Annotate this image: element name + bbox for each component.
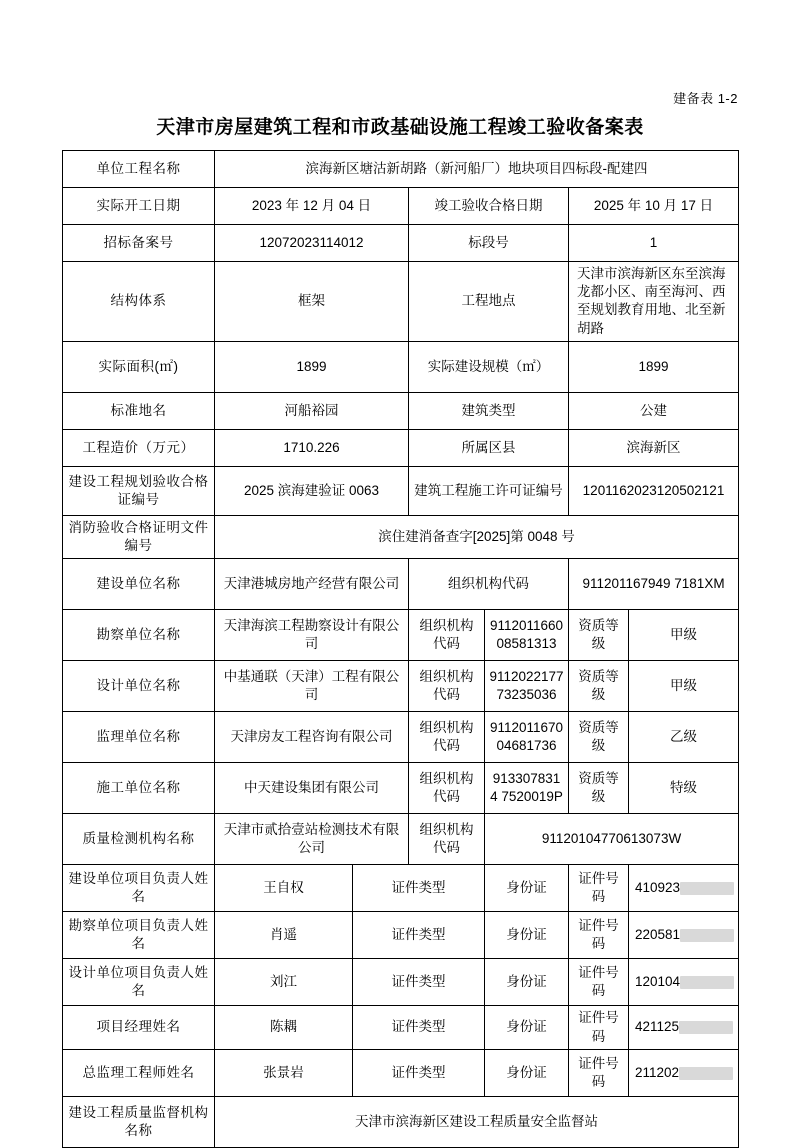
supervisor-org-label: 建设工程质量监督机构名称 xyxy=(63,1096,215,1147)
site-value: 天津市滨海新区东至滨海龙都小区、南至海河、西至规划教育用地、北至新胡路 xyxy=(569,262,739,342)
person-cert-type-value: 身份证 xyxy=(485,912,569,959)
bid-section-value: 1 xyxy=(569,225,739,262)
contractor-code-label: 组织机构代码 xyxy=(409,763,485,814)
completion-date-value: 2025 年 10 月 17 日 xyxy=(569,188,739,225)
bid-record-value: 12072023114012 xyxy=(215,225,409,262)
project-name-value: 滨海新区塘沽新胡路（新河船厂）地块项目四标段-配建四 xyxy=(215,151,739,188)
bid-record-label: 招标备案号 xyxy=(63,225,215,262)
page-title: 天津市房屋建筑工程和市政基础设施工程竣工验收备案表 xyxy=(156,117,644,138)
district-label: 所属区县 xyxy=(409,429,569,466)
table-row xyxy=(63,610,739,661)
table-row xyxy=(63,515,739,558)
person-cert-no-prefix: 211202 xyxy=(635,1064,680,1080)
person-cert-no-label: 证件号码 xyxy=(569,959,629,1006)
person-cert-no-value xyxy=(629,1006,739,1049)
supervision-code-label: 组织机构代码 xyxy=(409,712,485,763)
person-cert-no-prefix: 120104 xyxy=(635,974,681,990)
survey-unit-label: 勘察单位名称 xyxy=(63,610,215,661)
testing-unit-label: 质量检测机构名称 xyxy=(63,814,215,865)
supervision-grade-value: 乙级 xyxy=(629,712,739,763)
actual-area-value: 1899 xyxy=(215,341,409,392)
table-row xyxy=(63,865,739,912)
person-cert-no-prefix: 421125 xyxy=(635,1019,680,1035)
person-role-label: 设计单位项目负责人姓名 xyxy=(63,959,215,1006)
person-cert-type-label: 证件类型 xyxy=(353,865,485,912)
person-role-label: 项目经理姓名 xyxy=(63,1006,215,1049)
supervision-unit-label: 监理单位名称 xyxy=(63,712,215,763)
testing-code-label: 组织机构代码 xyxy=(409,814,485,865)
table-row xyxy=(63,1049,739,1096)
person-cert-no-label: 证件号码 xyxy=(569,1006,629,1049)
supervisor-org-value: 天津市滨海新区建设工程质量安全监督站 xyxy=(215,1096,739,1147)
owner-code-value: 911201167949 7181XM xyxy=(569,559,739,610)
start-date-label: 实际开工日期 xyxy=(63,188,215,225)
survey-unit-value: 天津海滨工程勘察设计有限公司 xyxy=(215,610,409,661)
redaction-bar xyxy=(679,1021,733,1034)
planning-cert-label: 建设工程规划验收合格证编号 xyxy=(63,466,215,515)
structure-value: 框架 xyxy=(215,262,409,342)
construction-permit-value: 1201162023120502121 xyxy=(569,466,739,515)
table-row xyxy=(63,341,739,392)
person-role-label: 总监理工程师姓名 xyxy=(63,1049,215,1096)
fire-cert-label: 消防验收合格证明文件编号 xyxy=(63,515,215,558)
person-cert-no-label: 证件号码 xyxy=(569,865,629,912)
table-row xyxy=(63,712,739,763)
survey-code-value: 9112011660 08581313 xyxy=(485,610,569,661)
contractor-unit-value: 中天建设集团有限公司 xyxy=(215,763,409,814)
design-unit-value: 中基通联（天津）工程有限公司 xyxy=(215,661,409,712)
table-row xyxy=(63,392,739,429)
completion-date-label: 竣工验收合格日期 xyxy=(409,188,569,225)
testing-code-value: 91120104770613073W xyxy=(485,814,739,865)
person-cert-no-value xyxy=(629,959,739,1006)
survey-code-label: 组织机构代码 xyxy=(409,610,485,661)
table-row xyxy=(63,188,739,225)
table-row xyxy=(63,429,739,466)
table-row xyxy=(63,661,739,712)
actual-scale-label: 实际建设规模（㎡） xyxy=(409,341,569,392)
contractor-grade-value: 特级 xyxy=(629,763,739,814)
person-cert-type-label: 证件类型 xyxy=(353,1049,485,1096)
redaction-bar xyxy=(679,1067,733,1080)
testing-unit-value: 天津市贰拾壹站检测技术有限公司 xyxy=(215,814,409,865)
project-name-label: 单位工程名称 xyxy=(63,151,215,188)
design-grade-label: 资质等级 xyxy=(569,661,629,712)
person-cert-no-prefix: 220581 xyxy=(635,927,681,943)
table-row xyxy=(63,1096,739,1147)
contractor-code-value: 9133078314 7520019P xyxy=(485,763,569,814)
record-filing-table xyxy=(62,150,739,1148)
table-row xyxy=(63,151,739,188)
survey-grade-label: 资质等级 xyxy=(569,610,629,661)
standard-name-label: 标准地名 xyxy=(63,392,215,429)
owner-unit-label: 建设单位名称 xyxy=(63,559,215,610)
contractor-grade-label: 资质等级 xyxy=(569,763,629,814)
person-role-label: 建设单位项目负责人姓名 xyxy=(63,865,215,912)
planning-cert-value: 2025 滨海建验证 0063 xyxy=(215,466,409,515)
supervision-grade-label: 资质等级 xyxy=(569,712,629,763)
person-cert-type-label: 证件类型 xyxy=(353,1006,485,1049)
table-row xyxy=(63,559,739,610)
person-cert-no-prefix: 410923 xyxy=(635,880,681,896)
owner-unit-value: 天津港城房地产经营有限公司 xyxy=(215,559,409,610)
redaction-bar xyxy=(680,929,734,942)
structure-label: 结构体系 xyxy=(63,262,215,342)
table-row xyxy=(63,763,739,814)
owner-code-label: 组织机构代码 xyxy=(409,559,569,610)
person-name: 肖遥 xyxy=(215,912,353,959)
person-cert-type-value: 身份证 xyxy=(485,865,569,912)
fire-cert-value: 滨住建消备查字[2025]第 0048 号 xyxy=(215,515,739,558)
table-row xyxy=(63,814,739,865)
building-type-value: 公建 xyxy=(569,392,739,429)
start-date-value: 2023 年 12 月 04 日 xyxy=(215,188,409,225)
actual-area-label: 实际面积(㎡) xyxy=(63,341,215,392)
person-cert-no-label: 证件号码 xyxy=(569,1049,629,1096)
design-code-label: 组织机构代码 xyxy=(409,661,485,712)
table-row xyxy=(63,959,739,1006)
person-cert-no-value xyxy=(629,865,739,912)
person-cert-no-label: 证件号码 xyxy=(569,912,629,959)
person-name: 刘江 xyxy=(215,959,353,1006)
person-cert-type-value: 身份证 xyxy=(485,959,569,1006)
bid-section-label: 标段号 xyxy=(409,225,569,262)
table-row xyxy=(63,225,739,262)
table-row xyxy=(63,1006,739,1049)
person-name: 陈耦 xyxy=(215,1006,353,1049)
person-name: 张景岩 xyxy=(215,1049,353,1096)
table-row xyxy=(63,466,739,515)
design-grade-value: 甲级 xyxy=(629,661,739,712)
supervision-code-value: 9112011670 04681736 xyxy=(485,712,569,763)
building-type-label: 建筑类型 xyxy=(409,392,569,429)
person-cert-type-label: 证件类型 xyxy=(353,912,485,959)
form-code: 建备表 1-2 xyxy=(673,91,738,106)
supervision-unit-value: 天津房友工程咨询有限公司 xyxy=(215,712,409,763)
person-cert-no-value xyxy=(629,912,739,959)
person-name: 王自权 xyxy=(215,865,353,912)
construction-permit-label: 建筑工程施工许可证编号 xyxy=(409,466,569,515)
design-unit-label: 设计单位名称 xyxy=(63,661,215,712)
person-cert-type-label: 证件类型 xyxy=(353,959,485,1006)
person-cert-no-value xyxy=(629,1049,739,1096)
survey-grade-value: 甲级 xyxy=(629,610,739,661)
cost-label: 工程造价（万元） xyxy=(63,429,215,466)
person-cert-type-value: 身份证 xyxy=(485,1006,569,1049)
table-row xyxy=(63,912,739,959)
district-value: 滨海新区 xyxy=(569,429,739,466)
standard-name-value: 河船裕园 xyxy=(215,392,409,429)
table-row xyxy=(63,262,739,342)
person-role-label: 勘察单位项目负责人姓名 xyxy=(63,912,215,959)
cost-value: 1710.226 xyxy=(215,429,409,466)
redaction-bar xyxy=(680,976,734,989)
contractor-unit-label: 施工单位名称 xyxy=(63,763,215,814)
design-code-value: 9112022177 73235036 xyxy=(485,661,569,712)
actual-scale-value: 1899 xyxy=(569,341,739,392)
redaction-bar xyxy=(680,882,734,895)
site-label: 工程地点 xyxy=(409,262,569,342)
person-cert-type-value: 身份证 xyxy=(485,1049,569,1096)
